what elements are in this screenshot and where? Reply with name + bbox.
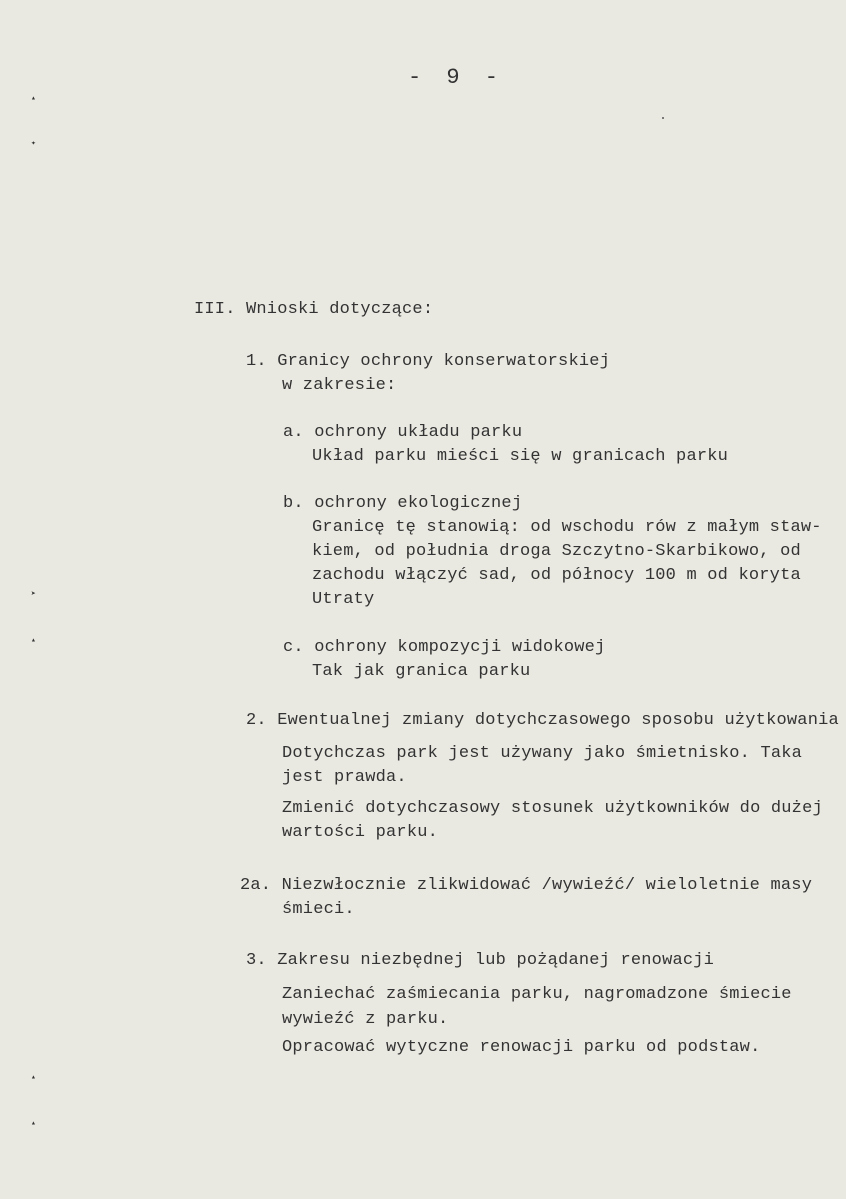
item-3-title: 3. Zakresu niezbędnej lub pożądanej renowacji [246,951,715,970]
paper-speck [662,117,664,119]
item-1a-body: Układ parku mieści się w granicach parku [312,447,729,466]
item-2-body-line: wartości parku. [282,823,439,842]
margin-mark: ▴ [31,1073,36,1082]
item-1b-body-line: zachodu włączyć sad, od północy 100 m od koryta [312,566,801,585]
item-1c-body: Tak jak granica parku [312,662,531,681]
item-1b-body-line: Granicę tę stanowią: od wschodu rów z małym staw- [312,518,822,537]
margin-mark: ✦ [31,139,36,148]
margin-mark: ➤ [31,590,36,599]
item-2a-line: 2a. Niezwłocznie zlikwidować /wywieźć/ wieloletnie masy [240,876,813,895]
page-number: - 9 - [408,65,505,90]
item-2a-line: śmieci. [282,900,355,919]
item-1-subtitle: w zakresie: [282,376,397,395]
item-1b-body-line: kiem, od południa droga Szczytno-Skarbikowo, od [312,542,801,561]
margin-mark: ▴ [31,94,36,103]
item-2-body-line: Dotychczas park jest używany jako śmietnisko. Taka [282,744,803,763]
section-heading: III. Wnioski dotyczące: [194,300,434,319]
item-2-title: 2. Ewentualnej zmiany dotychczasowego sposobu użytkowania [246,711,839,730]
item-2-body-line: jest prawda. [282,768,407,787]
item-3-body-line: Zaniechać zaśmiecania parku, nagromadzone śmiecie [282,985,792,1004]
item-2-body-line: Zmienić dotychczasowy stosunek użytkowników do dużej [282,799,823,818]
item-1b-body-line: Utraty [312,590,375,609]
item-1-title: 1. Granicy ochrony konserwatorskiej [246,352,611,371]
item-3-body-line: Opracować wytyczne renowacji parku od podstaw. [282,1038,761,1057]
margin-mark: ▴ [31,636,36,645]
item-1c-title: c. ochrony kompozycji widokowej [283,638,606,657]
margin-mark: ▴ [31,1119,36,1128]
item-1a-title: a. ochrony układu parku [283,423,523,442]
item-1b-title: b. ochrony ekologicznej [283,494,523,513]
item-3-body-line: wywieźć z parku. [282,1010,449,1029]
